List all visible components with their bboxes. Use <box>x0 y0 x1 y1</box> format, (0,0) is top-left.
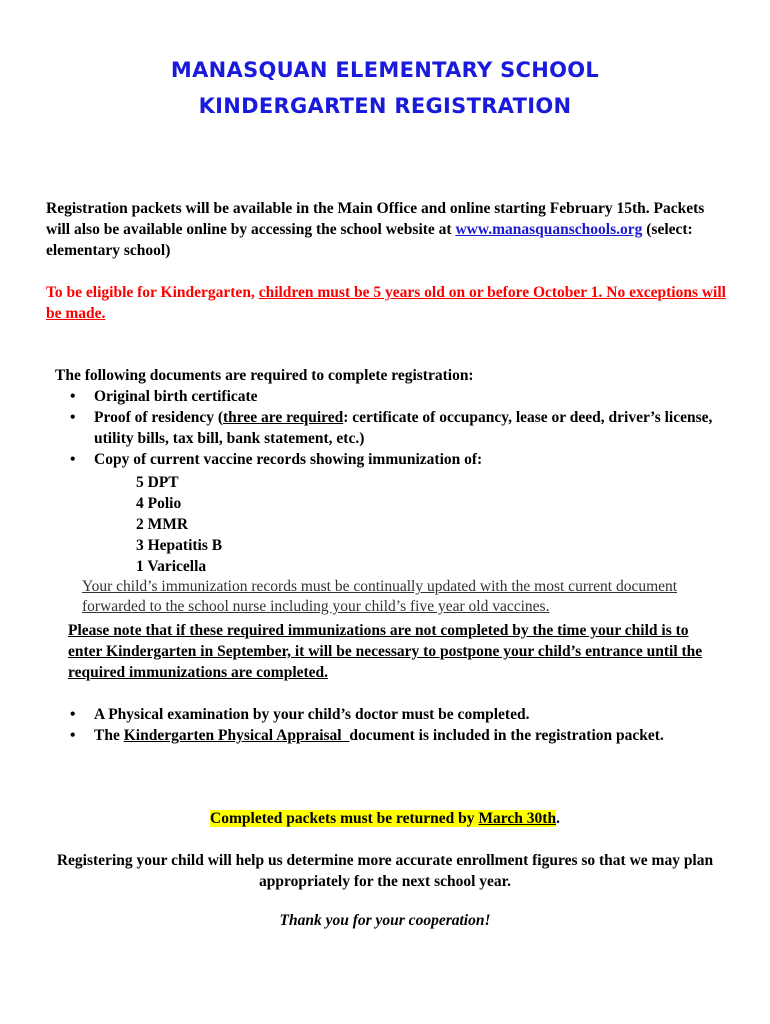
school-website-link[interactable]: www.manasquanschools.org <box>455 221 643 238</box>
eligibility-notice <box>46 282 726 324</box>
deadline-notice <box>0 808 770 829</box>
eligibility-prefix: To be eligible for Kindergarten, <box>46 284 259 301</box>
registration-title: KINDERGARTEN REGISTRATION <box>198 94 572 118</box>
list-item-vaccine-records <box>68 449 718 470</box>
intro-text: Registration packets will be available in the Main Office and online starting February 15th. Packets will also be available online by accessing the school website at <box>46 200 705 238</box>
list-item-residency <box>68 407 718 449</box>
vaccine-item: 3 Hepatitis B <box>136 537 223 554</box>
residency-suffix: : certificate of occupancy, lease or deed, driver’s license, utility bills, tax bill, bank statement, etc.) <box>94 409 713 447</box>
vaccine-item: 4 Polio <box>136 495 182 512</box>
list-item-physical-exam <box>68 704 718 725</box>
deadline-text: Completed packets must be returned by <box>210 810 479 827</box>
vaccine-item: 2 MMR <box>136 516 189 533</box>
thank-you-note: Thank you for your cooperation! <box>279 912 491 929</box>
list-item-physical-appraisal <box>68 725 718 746</box>
vaccine-list <box>136 472 222 577</box>
residency-prefix: Proof of residency ( <box>94 409 223 426</box>
immunization-warning: Please note that if these required immunizations are not completed by the time your child is to enter Kindergarten in September, it will be necessary to postpone your child’s entrance until the required immunizations are completed. <box>68 622 703 681</box>
appraisal-prefix: The <box>94 727 124 744</box>
school-title: MANASQUAN ELEMENTARY SCHOOL <box>170 58 600 82</box>
list-item-label: Original birth certificate <box>94 388 258 405</box>
immunization-note: Your child’s immunization records must be continually updated with the most current document forwarded to the school nurse including your child’s five year old vaccines. <box>82 578 678 615</box>
appraisal-document-name: Kindergarten Physical Appraisal <box>123 727 350 744</box>
list-item-label: Copy of current vaccine records showing immunization of: <box>94 451 483 468</box>
appraisal-suffix: document is included in the registration packet. <box>349 727 664 744</box>
vaccine-item: 1 Varicella <box>136 558 207 575</box>
list-item-birth-certificate <box>68 386 718 407</box>
residency-required-count: three are required <box>223 409 344 426</box>
requirements-list <box>68 386 718 470</box>
enrollment-note: Registering your child will help us determine more accurate enrollment figures so that we may plan appropriately for the next school year. <box>56 852 714 890</box>
deadline-date: March 30th <box>478 810 557 827</box>
deadline-highlight <box>210 810 556 827</box>
eligibility-rule: children must be 5 years old on or before October 1. No exceptions will be made. <box>46 284 726 322</box>
deadline-period: . <box>556 810 560 827</box>
intro-after-link: (select: elementary school) <box>46 221 693 259</box>
requirements-heading: The following documents are required to complete registration: <box>55 367 474 384</box>
intro-paragraph <box>46 198 726 261</box>
list-item-label: A Physical examination by your child’s doctor must be completed. <box>94 706 530 723</box>
additional-requirements-list <box>68 704 718 746</box>
vaccine-item: 5 DPT <box>136 474 179 491</box>
